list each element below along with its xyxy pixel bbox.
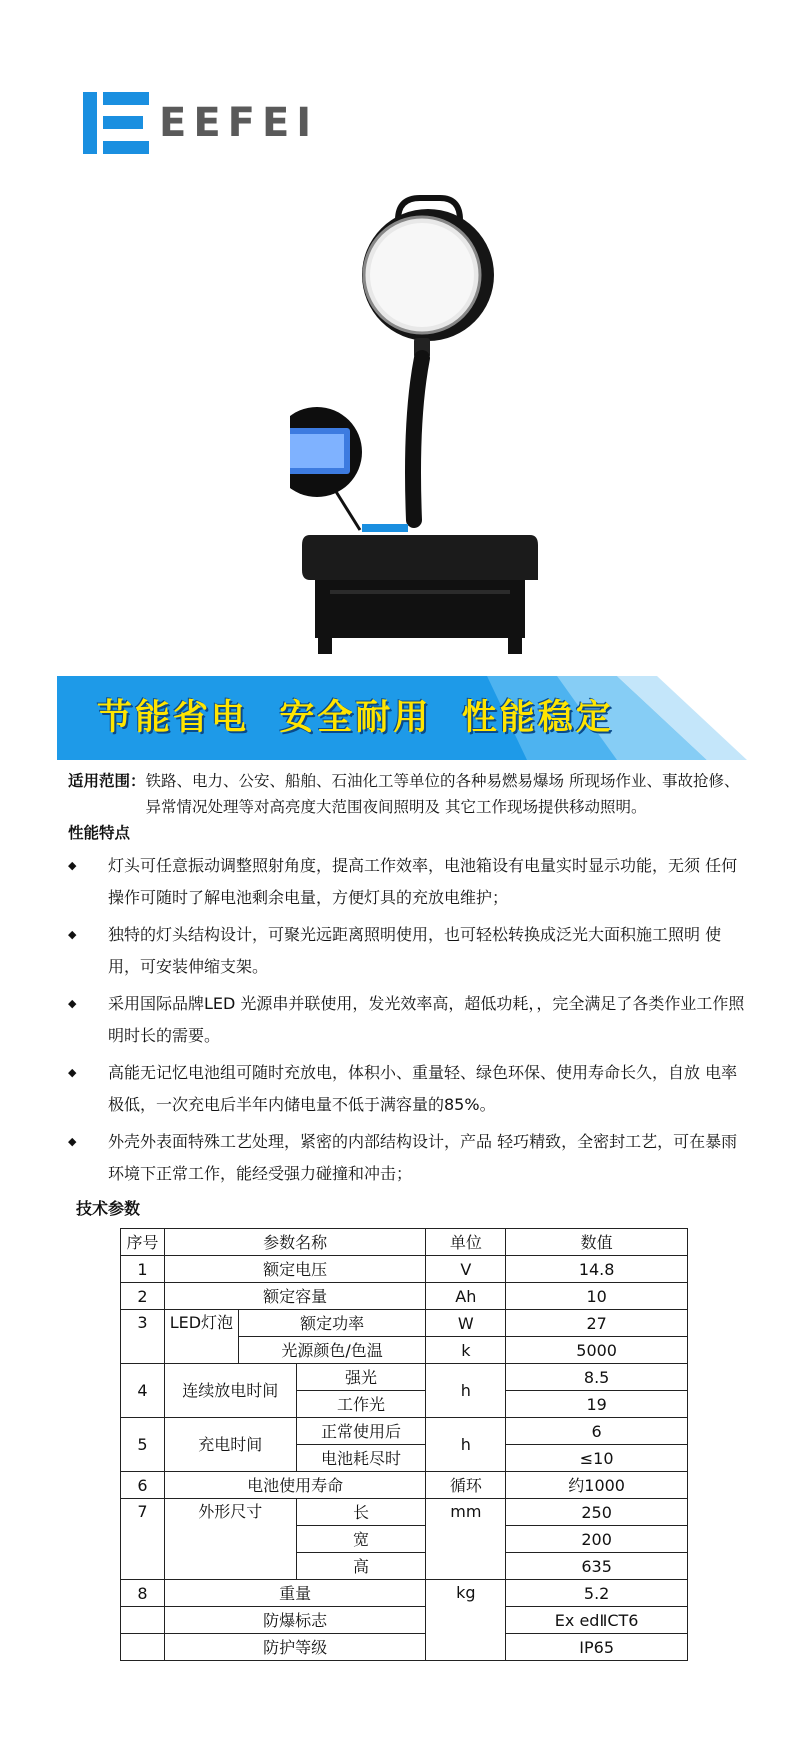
table-row: 宽 200 [121, 1526, 688, 1553]
header-value: 数值 [506, 1229, 688, 1256]
slogan-3: 性能稳定 [461, 698, 614, 738]
slogan-1: 节能省电 [97, 698, 250, 738]
table-row: 光源颜色/色温 k 5000 [121, 1337, 688, 1364]
features-list [68, 850, 748, 1190]
tech-specs-table [120, 1228, 688, 1661]
table-row: 6 电池使用寿命 循环 约1000 [121, 1472, 688, 1499]
header-no: 序号 [121, 1229, 165, 1256]
bullet-icon: ◆ [68, 997, 77, 1010]
table-row: 电池耗尽时 ≤10 [121, 1445, 688, 1472]
scope-label: 适用范围： [68, 772, 146, 790]
feature-item: ◆ 高能无记忆电池组可随时充放电，体积小、重量轻、绿色环保、使用寿命长久，自放 电率极低，一次充电后半年内储电量不低于满容量的85%。 [68, 1057, 748, 1121]
bullet-icon: ◆ [68, 859, 77, 872]
table-row: 3 LED灯泡 额定功率 W 27 [121, 1310, 688, 1337]
brand-logo [83, 92, 318, 154]
table-row: 工作光 19 [121, 1391, 688, 1418]
table-row: 5 充电时间 正常使用后 h 6 [121, 1418, 688, 1445]
table-row: 高 635 [121, 1553, 688, 1580]
bullet-icon: ◆ [68, 1135, 77, 1148]
slogan-text [97, 676, 614, 760]
table-row: 7 外形尺寸 长 mm 250 [121, 1499, 688, 1526]
feature-item: ◆ 外壳外表面特殊工艺处理，紧密的内部结构设计，产品 轻巧精致，全密封工艺，可在暴雨环境下正常工作，能经受强力碰撞和冲击； [68, 1126, 748, 1190]
feature-item: ◆ 采用国际品牌LED 光源串并联使用，发光效率高，超低功耗，，完全满足了各类作业工作照明时长的需要。 [68, 988, 748, 1052]
feature-item: ◆ 灯头可任意振动调整照射角度，提高工作效率，电池箱设有电量实时显示功能，无须 任何操作可随时了解电池剩余电量，方便灯具的充放电维护； [68, 850, 748, 914]
bullet-icon: ◆ [68, 928, 77, 941]
table-row: 防护等级 IP65 [121, 1634, 688, 1661]
table-header-row [121, 1229, 688, 1256]
slogan-2: 安全耐用 [279, 698, 432, 738]
slogan-banner [57, 676, 747, 760]
logo-mark-icon [83, 92, 149, 154]
table-row: 1 额定电压 V 14.8 [121, 1256, 688, 1283]
feature-item: ◆ 独特的灯头结构设计，可聚光远距离照明使用，也可轻松转换成泛光大面积施工照明 使用，可安装伸缩支架。 [68, 919, 748, 983]
description-section [68, 768, 748, 1222]
table-row: 防爆标志 Ex edⅡCT6 [121, 1607, 688, 1634]
application-scope [68, 768, 748, 820]
table-row: 4 连续放电时间 强光 h 8.5 [121, 1364, 688, 1391]
tech-specs-title: 技术参数 [76, 1199, 141, 1218]
bullet-icon: ◆ [68, 1066, 77, 1079]
table-row: 2 额定容量 Ah 10 [121, 1283, 688, 1310]
work-light-product-image [290, 190, 550, 660]
header-unit: 单位 [426, 1229, 506, 1256]
features-title: 性能特点 [68, 824, 131, 842]
scope-text: 铁路、电力、公安、船舶、石油化工等单位的各种易燃易爆场 所现场作业、事故抢修、异常情况处理等对高亮度大范围夜间照明及 其它工作现场提供移动照明。 [145, 772, 740, 816]
table-row: 8 重量 kg 5.2 [121, 1580, 688, 1607]
brand-name: EEFEI [159, 100, 319, 146]
header-name: 参数名称 [164, 1229, 425, 1256]
